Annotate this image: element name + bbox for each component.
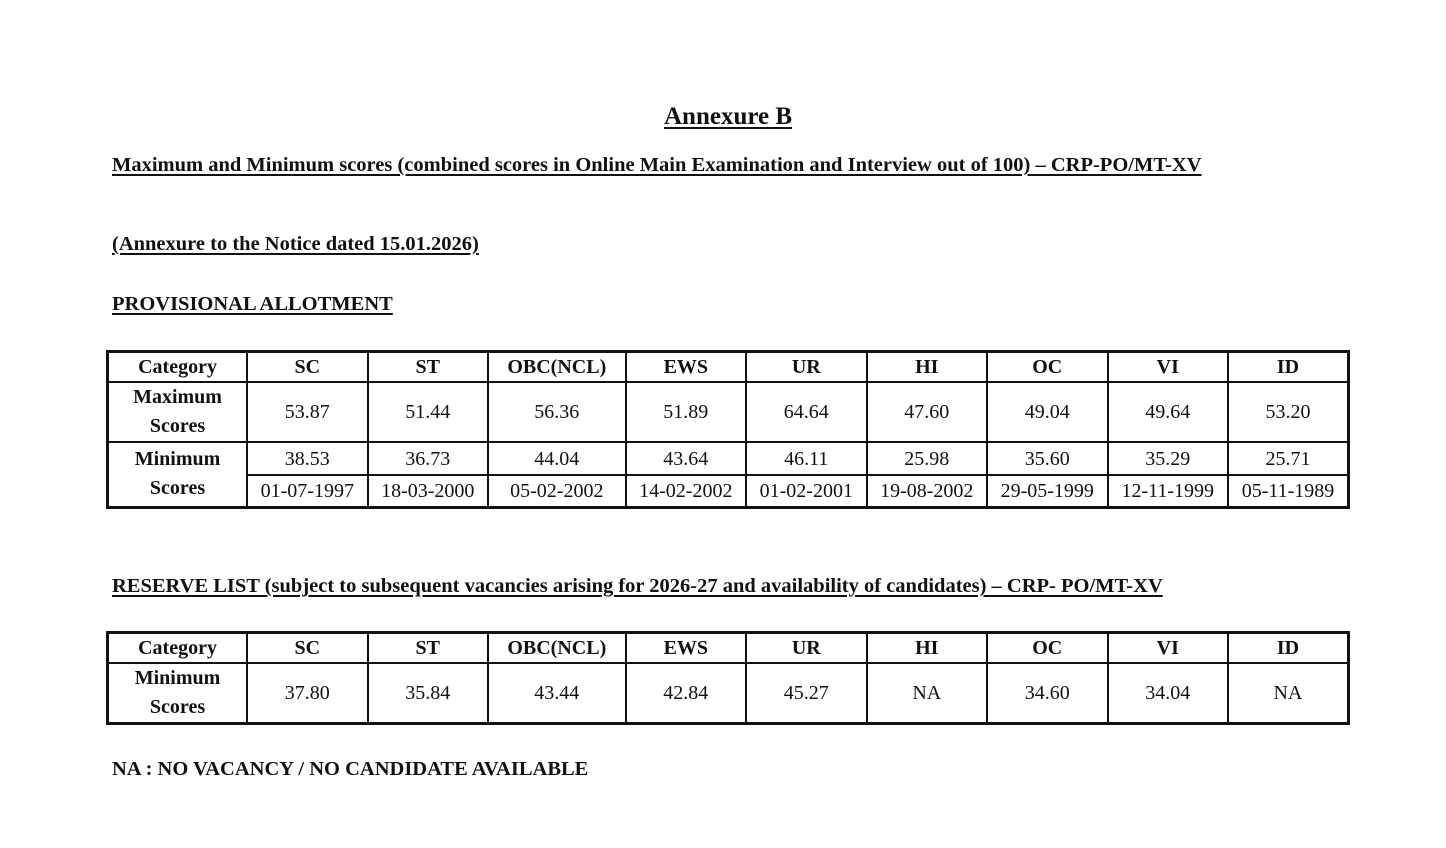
min-score-cell: 25.98 bbox=[867, 442, 987, 475]
date-cell: 12-11-1999 bbox=[1108, 475, 1228, 507]
min-score-cell: 35.29 bbox=[1108, 442, 1228, 475]
header-cell: EWS bbox=[626, 352, 746, 383]
maximum-scores-row bbox=[108, 382, 1349, 442]
footnote: NA : NO VACANCY / NO CANDIDATE AVAILABLE bbox=[112, 758, 589, 780]
header-row bbox=[108, 352, 1349, 383]
label-line: Scores bbox=[149, 477, 206, 500]
date-cell: 19-08-2002 bbox=[867, 475, 987, 507]
header-cell: OBC(NCL) bbox=[488, 633, 626, 664]
max-score-cell: 51.89 bbox=[626, 382, 746, 442]
minimum-scores-row bbox=[108, 442, 1349, 475]
header-cell: HI bbox=[867, 633, 987, 664]
header-row bbox=[108, 633, 1349, 664]
header-cell: ST bbox=[368, 352, 488, 383]
max-score-cell: 56.36 bbox=[488, 382, 626, 442]
max-score-cell: 53.20 bbox=[1228, 382, 1349, 442]
min-score-cell: 38.53 bbox=[247, 442, 367, 475]
header-cell: UR bbox=[746, 352, 866, 383]
reserve-list-table bbox=[106, 631, 1350, 725]
max-score-cell: 53.87 bbox=[247, 382, 367, 442]
date-cell: 29-05-1999 bbox=[987, 475, 1107, 507]
max-score-cell: 51.44 bbox=[368, 382, 488, 442]
header-cell: VI bbox=[1108, 633, 1228, 664]
min-score-cell: 44.04 bbox=[488, 442, 626, 475]
date-cell: 05-11-1989 bbox=[1228, 475, 1349, 507]
header-cell: OC bbox=[987, 633, 1107, 664]
minimum-scores-label bbox=[108, 442, 248, 507]
provisional-allotment-heading: PROVISIONAL ALLOTMENT bbox=[112, 293, 393, 315]
header-cell: Category bbox=[108, 633, 248, 664]
max-score-cell: 49.64 bbox=[1108, 382, 1228, 442]
reserve-score-cell: 35.84 bbox=[368, 663, 488, 724]
provisional-allotment-table bbox=[106, 350, 1350, 509]
header-cell: ST bbox=[368, 633, 488, 664]
header-cell: OBC(NCL) bbox=[488, 352, 626, 383]
date-cell: 05-02-2002 bbox=[488, 475, 626, 507]
min-score-cell: 43.64 bbox=[626, 442, 746, 475]
date-cell: 01-02-2001 bbox=[746, 475, 866, 507]
reserve-score-cell: 43.44 bbox=[488, 663, 626, 724]
header-cell: ID bbox=[1228, 352, 1349, 383]
main-heading: Maximum and Minimum scores (combined scores in Online Main Examination and Interview out of 100) – CRP-PO/MT-XV bbox=[112, 154, 1202, 176]
reserve-score-cell: 37.80 bbox=[247, 663, 367, 724]
reserve-list-heading: RESERVE LIST (subject to subsequent vacancies arising for 2026-27 and availability of candidates) – CRP- PO/MT-XV bbox=[112, 575, 1163, 597]
label-line: Minimum bbox=[134, 667, 221, 689]
reserve-score-cell: NA bbox=[1228, 663, 1349, 724]
label-line: Minimum bbox=[134, 448, 221, 471]
min-score-cell: 25.71 bbox=[1228, 442, 1349, 475]
header-cell: VI bbox=[1108, 352, 1228, 383]
header-cell: SC bbox=[247, 352, 367, 383]
max-score-cell: 47.60 bbox=[867, 382, 987, 442]
minimum-dates-row bbox=[108, 475, 1349, 507]
min-score-cell: 46.11 bbox=[746, 442, 866, 475]
label-line: Scores bbox=[149, 415, 206, 437]
header-cell: HI bbox=[867, 352, 987, 383]
reserve-score-cell: 34.04 bbox=[1108, 663, 1228, 724]
min-score-cell: 36.73 bbox=[368, 442, 488, 475]
max-score-cell: 49.04 bbox=[987, 382, 1107, 442]
date-cell: 14-02-2002 bbox=[626, 475, 746, 507]
reserve-score-cell: 34.60 bbox=[987, 663, 1107, 724]
header-cell: EWS bbox=[626, 633, 746, 664]
reserve-score-cell: NA bbox=[867, 663, 987, 724]
minimum-scores-label bbox=[108, 663, 248, 724]
reserve-score-cell: 45.27 bbox=[746, 663, 866, 724]
reserve-minimum-scores-row bbox=[108, 663, 1349, 724]
header-cell: UR bbox=[746, 633, 866, 664]
header-cell: Category bbox=[108, 352, 248, 383]
reserve-score-cell: 42.84 bbox=[626, 663, 746, 724]
max-score-cell: 64.64 bbox=[746, 382, 866, 442]
label-line: Maximum bbox=[133, 386, 222, 408]
header-cell: OC bbox=[987, 352, 1107, 383]
label-line: Scores bbox=[149, 696, 206, 718]
date-cell: 18-03-2000 bbox=[368, 475, 488, 507]
date-cell: 01-07-1997 bbox=[247, 475, 367, 507]
header-cell: SC bbox=[247, 633, 367, 664]
notice-heading: (Annexure to the Notice dated 15.01.2026) bbox=[112, 233, 479, 255]
maximum-scores-label bbox=[108, 382, 248, 442]
page-title: Annexure B bbox=[663, 103, 793, 130]
min-score-cell: 35.60 bbox=[987, 442, 1107, 475]
header-cell: ID bbox=[1228, 633, 1349, 664]
